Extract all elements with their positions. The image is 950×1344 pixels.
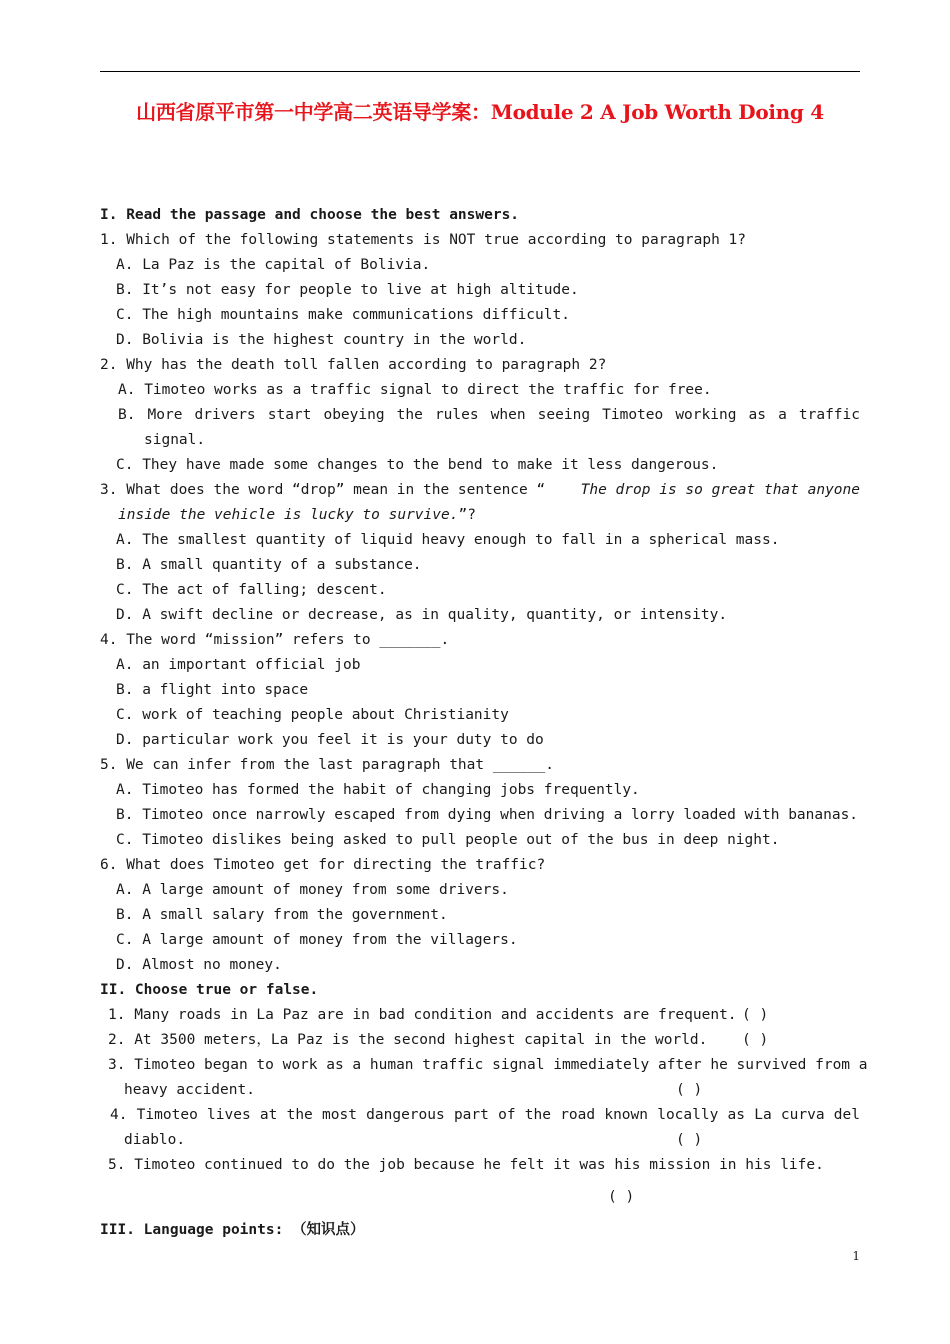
q6-stem: 6. What does Timoteo get for directing the traffic? — [100, 857, 546, 873]
tf-statement-3-text: heavy accident. — [124, 1082, 255, 1098]
tf-statement-5-answer-row — [100, 1178, 860, 1218]
tf-answer-blank-3[interactable]: ( ) — [676, 1082, 703, 1098]
tf-statement-1-text: 1. Many roads in La Paz are in bad condition and accidents are frequent. — [108, 1007, 737, 1023]
q3-stem-cont — [100, 503, 860, 528]
q2-option-c: C. They have made some changes to the bend to make it less dangerous. — [116, 457, 719, 473]
q4-option-b: B. a flight into space — [116, 682, 309, 698]
q3-option-b: B. A small quantity of a substance. — [116, 557, 422, 573]
q1-option-c: C. The high mountains make communications difficult. — [116, 307, 570, 323]
header-rule — [100, 71, 860, 72]
section2-heading: II. Choose true or false. — [100, 982, 319, 998]
q5-option-a: A. Timoteo has formed the habit of changing jobs frequently. — [116, 782, 640, 798]
tf-statement-5: 5. Timoteo continued to do the job because he felt it was his mission in his life. — [108, 1157, 824, 1173]
page-title: 山西省原平市第一中学高二英语导学案：Module 2 A Job Worth Doing 4 — [136, 100, 824, 124]
q4-option-d: D. particular work you feel it is your duty to do — [116, 732, 544, 748]
tf-statement-3: 3. Timoteo began to work as a human traffic signal immediately after he survived from a — [108, 1057, 868, 1073]
q3-stem-end: ”? — [458, 507, 476, 523]
q2-option-b: B. More drivers start obeying the rules when seeing Timoteo working as a traffic — [118, 407, 860, 423]
q1-stem: 1. Which of the following statements is NOT true according to paragraph 1? — [100, 232, 747, 248]
q3-stem — [100, 478, 860, 503]
q3-option-a: A. The smallest quantity of liquid heavy enough to fall in a spherical mass. — [116, 532, 780, 548]
tf-statement-4-cont — [100, 1128, 860, 1153]
q2-option-a: A. Timoteo works as a traffic signal to direct the traffic for free. — [118, 382, 712, 398]
q4-stem: 4. The word “mission” refers to _______. — [100, 632, 450, 648]
q3-option-d: D. A swift decline or decrease, as in quality, quantity, or intensity. — [116, 607, 728, 623]
q3-quote-part2: inside the vehicle is lucky to survive. — [118, 507, 459, 523]
q5-option-c: C. Timoteo dislikes being asked to pull people out of the bus in deep night. — [116, 832, 780, 848]
q3-quote-part1: The drop is so great that anyone — [580, 482, 860, 498]
tf-statement-3-cont — [100, 1078, 860, 1103]
q4-option-a: A. an important official job — [116, 657, 361, 673]
q6-option-b: B. A small salary from the government. — [116, 907, 448, 923]
q2-stem: 2. Why has the death toll fallen according to paragraph 2? — [100, 357, 607, 373]
tf-statement-2-text: 2. At 3500 meters，La Paz is the second highest capital in the world. — [108, 1032, 708, 1048]
tf-answer-blank-5[interactable]: ( ) — [608, 1189, 635, 1205]
q1-option-d: D. Bolivia is the highest country in the world. — [116, 332, 527, 348]
q6-option-a: A. A large amount of money from some drivers. — [116, 882, 509, 898]
page-number: 1 — [852, 1249, 860, 1263]
section3-heading: III. Language points: （知识点） — [100, 1222, 365, 1238]
q4-option-c: C. work of teaching people about Christianity — [116, 707, 509, 723]
q6-option-d: D. Almost no money. — [116, 957, 282, 973]
q5-option-b: B. Timoteo once narrowly escaped from dying when driving a lorry loaded with bananas. — [116, 807, 859, 823]
tf-answer-blank-4[interactable]: ( ) — [676, 1132, 703, 1148]
q2-option-b-cont: signal. — [144, 432, 206, 448]
tf-answer-blank-1[interactable]: ( ) — [742, 1007, 769, 1023]
tf-statement-2 — [100, 1028, 860, 1053]
q6-option-c: C. A large amount of money from the villagers. — [116, 932, 518, 948]
q5-stem: 5. We can infer from the last paragraph that ______. — [100, 757, 554, 773]
q3-stem-text: 3. What does the word “drop” mean in the sentence “ — [100, 482, 546, 498]
q1-option-b: B. It’s not easy for people to live at high altitude. — [116, 282, 579, 298]
tf-answer-blank-2[interactable]: ( ) — [742, 1032, 769, 1048]
section1-heading: I. Read the passage and choose the best answers. — [100, 207, 520, 223]
tf-statement-4-text: diablo. — [124, 1132, 186, 1148]
tf-statement-1 — [100, 1003, 860, 1028]
q3-option-c: C. The act of falling; descent. — [116, 582, 387, 598]
q1-option-a: A. La Paz is the capital of Bolivia. — [116, 257, 431, 273]
document-body — [100, 203, 868, 1243]
tf-statement-4: 4. Timoteo lives at the most dangerous part of the road known locally as La curva del — [110, 1107, 860, 1123]
